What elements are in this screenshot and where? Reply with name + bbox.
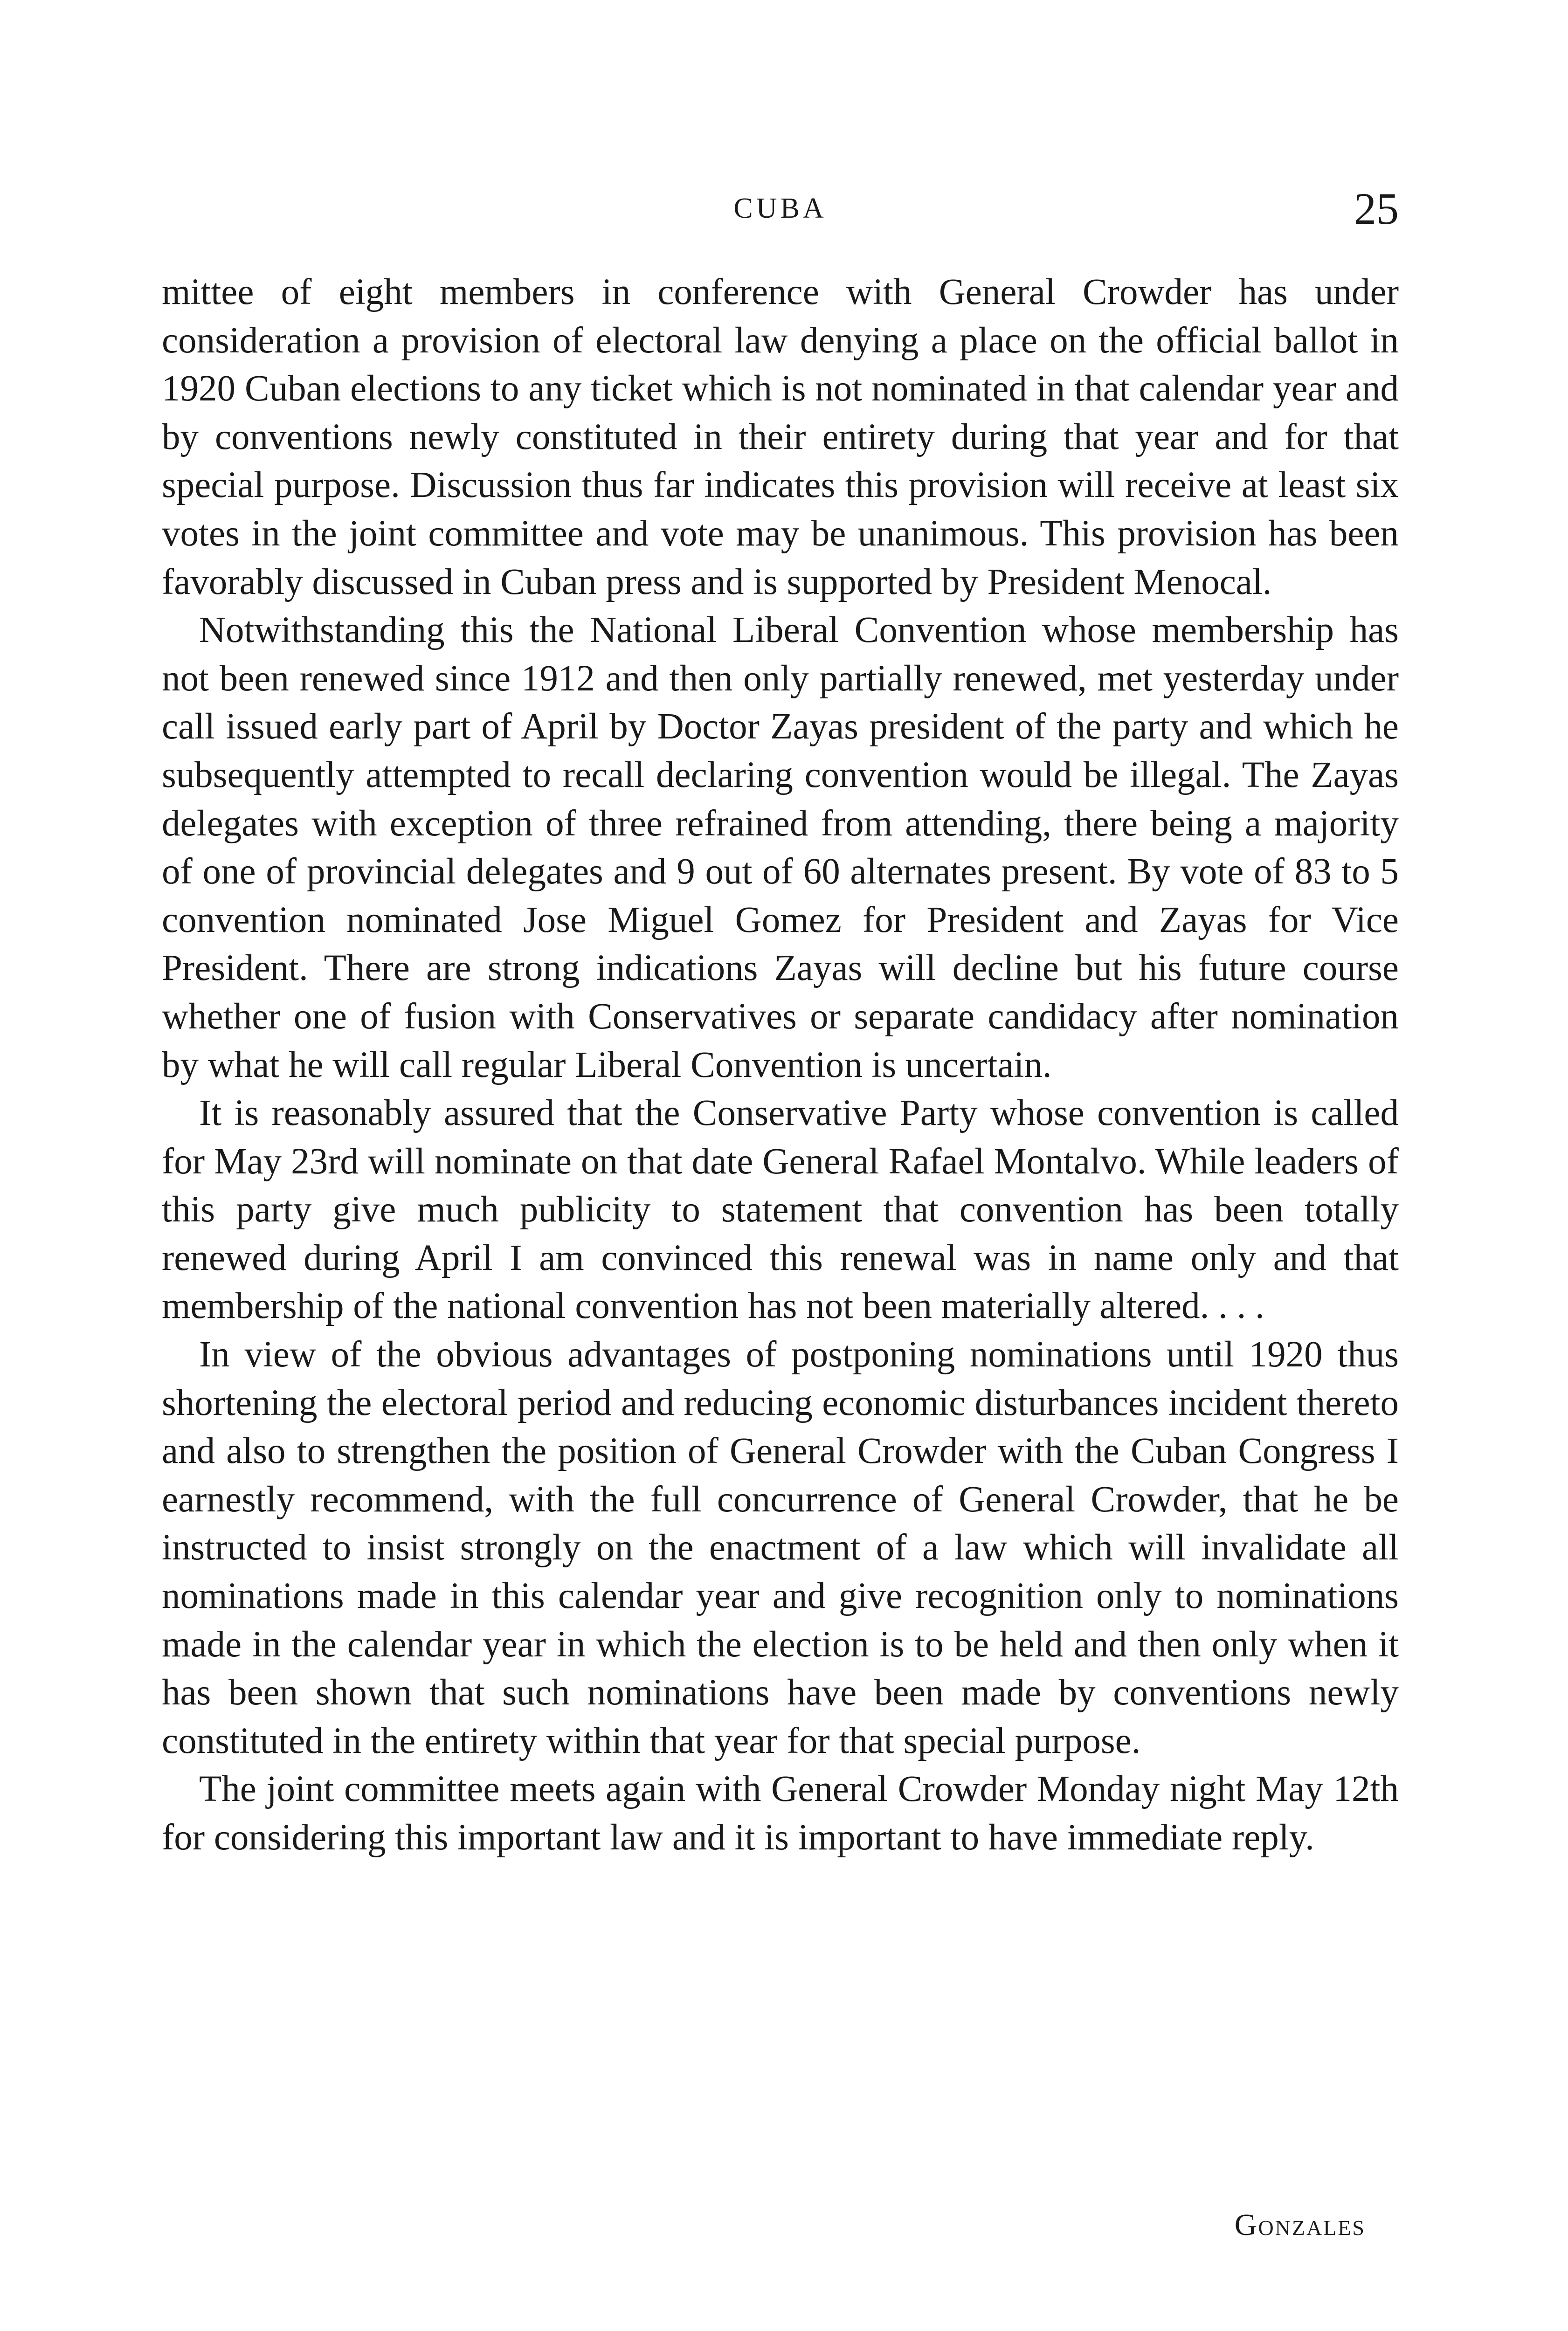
page-header [162, 183, 1399, 239]
paragraph-4: In view of the obvious advantages of postponing nominations until 1920 thus shortening the electoral period and reducing economic disturbances incident thereto and also to strengthen the position of General Crowder with the Cuban Congress I earnestly recommend, with the full concurrence of General Crowder, that he be instructed to insist strongly on the enactment of a law which will invalidate all nominations made in this calendar year and give recognition only to nominations made in the calendar year in which the election is to be held and then only when it has been shown that such nominations have been made by conventions newly constituted in the entirety within that year for that special purpose. [162, 1334, 1399, 1761]
paragraph-1: mittee of eight members in conference with General Crowder has under consideration a provision of electoral law denying a place on the official ballot in 1920 Cuban elections to any ticket which is not nominated in that calendar year and by conventions newly constituted in their entirety during that year and for that special purpose. Discussion thus far indicates this provision will receive at least six votes in the joint committee and vote may be unanimous. This provision has been favorably discussed in Cuban press and is supported by President Menocal. [162, 272, 1399, 602]
document-body [162, 268, 1399, 1862]
running-head: CUBA [733, 193, 827, 224]
paragraph-5: The joint committee meets again with General Crowder Monday night May 12th for considering this important law and it is important to have immediate reply. [162, 1769, 1399, 1858]
page-number: 25 [1354, 184, 1399, 234]
signature: Gonzales [1234, 2208, 1366, 2242]
paragraph-2: Notwithstanding this the National Liberal Convention whose membership has not been renewed since 1912 and then only partially renewed, met yesterday under call issued early part of April by Doctor Zayas president of the party and which he subsequently attempted to recall declaring convention would be illegal. The Zayas delegates with exception of three refrained from attending, there being a majority of one of provincial delegates and 9 out of 60 alternates present. By vote of 83 to 5 convention nominated Jose Miguel Gomez for President and Zayas for Vice President. There are strong indications Zayas will decline but his future course whether one of fusion with Conservatives or separate candidacy after nomination by what he will call regular Liberal Convention is uncertain. [162, 610, 1399, 1085]
paragraph-3: It is reasonably assured that the Conservative Party whose convention is called for May 23rd will nominate on that date General Rafael Montalvo. While leaders of this party give much publicity to statement that convention has been totally renewed during April I am convinced this renewal was in name only and that membership of the national convention has not been materially altered. . . . [162, 1093, 1399, 1327]
